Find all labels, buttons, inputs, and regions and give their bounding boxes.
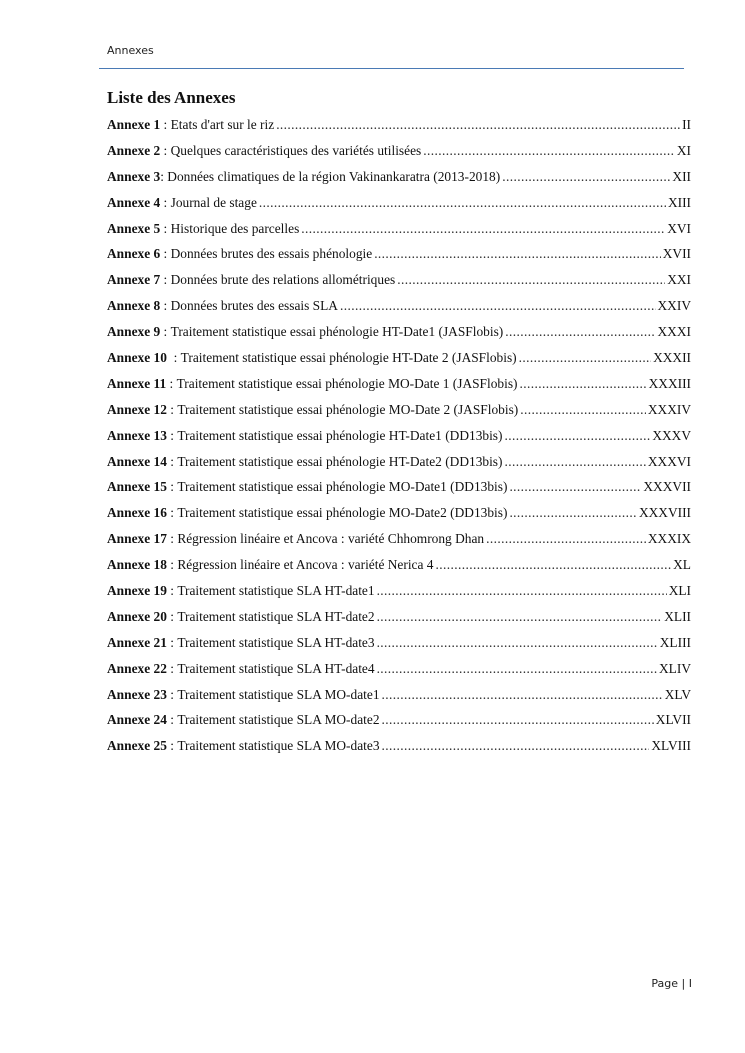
annex-page-number: XXI xyxy=(667,272,691,288)
dot-leader xyxy=(504,428,650,444)
annex-title: Régression linéaire et Ancova : variété Chhomrong Dhan xyxy=(177,531,485,547)
annex-entry[interactable] xyxy=(107,609,691,635)
dot-leader xyxy=(520,402,646,418)
annex-separator: : xyxy=(166,350,181,366)
annex-label: Annexe 13 xyxy=(107,427,167,443)
dot-leader xyxy=(397,272,665,288)
annex-separator: : xyxy=(166,375,177,391)
annex-label: Annexe 4 xyxy=(107,194,161,210)
annex-page-number: XVII xyxy=(662,246,691,262)
annex-title: Traitement statistique SLA MO-date1 xyxy=(177,686,380,702)
annex-label: Annexe 24 xyxy=(107,712,167,728)
annex-entry[interactable] xyxy=(107,169,691,195)
dot-leader xyxy=(486,531,646,547)
dot-leader xyxy=(519,350,651,366)
dot-leader xyxy=(423,143,675,159)
running-header: Annexes xyxy=(107,44,154,57)
annex-title: Traitement statistique essai phénologie MO-Date1 (DD13bis) xyxy=(177,479,508,495)
annex-title: Traitement statistique SLA HT-date1 xyxy=(177,583,375,599)
annex-separator: : xyxy=(160,324,171,340)
annex-entry[interactable] xyxy=(107,117,691,143)
annex-title: Traitement statistique essai phénologie MO-Date 2 (JASFlobis) xyxy=(177,401,519,417)
annex-entry[interactable] xyxy=(107,402,691,428)
annex-entry[interactable] xyxy=(107,221,691,247)
annex-entry[interactable] xyxy=(107,272,691,298)
annex-separator: : xyxy=(160,220,171,236)
annex-page-number: XXXIV xyxy=(647,401,691,417)
annex-label: Annexe 11 xyxy=(107,375,167,391)
annex-page-number: XIII xyxy=(667,194,691,210)
annex-separator: : xyxy=(160,298,171,314)
annex-entry[interactable] xyxy=(107,376,691,402)
dot-leader xyxy=(276,117,680,133)
dot-leader xyxy=(509,505,637,521)
annex-page-number: XLVIII xyxy=(651,738,691,754)
annex-title: Données brute des relations allométriques xyxy=(170,272,396,288)
dot-leader xyxy=(505,324,655,340)
annex-page-number: XXXVIII xyxy=(638,505,691,521)
annex-entry[interactable] xyxy=(107,143,691,169)
header-rule xyxy=(99,68,684,69)
annex-separator: : xyxy=(166,427,178,443)
annex-title: Etats d'art sur le riz xyxy=(170,117,275,132)
annex-label: Annexe 10 xyxy=(107,350,167,366)
annex-page-number: XL xyxy=(673,557,691,573)
annex-label: Annexe 23 xyxy=(107,686,167,702)
annex-page-number: XVI xyxy=(667,220,691,236)
annex-entry[interactable] xyxy=(107,350,691,376)
annex-page-number: XLV xyxy=(664,686,691,702)
annex-title: Données climatiques de la région Vakinankaratra (2013-2018) xyxy=(167,168,501,184)
annex-title: Traitement statistique essai phénologie MO-Date2 (DD13bis) xyxy=(177,505,508,521)
dot-leader xyxy=(382,738,650,754)
dot-leader xyxy=(377,583,667,599)
annex-separator: : xyxy=(166,738,178,754)
annex-entry[interactable] xyxy=(107,712,691,738)
page-number: Page | I xyxy=(651,977,692,990)
annex-entry[interactable] xyxy=(107,583,691,609)
dot-leader xyxy=(502,169,670,185)
annex-page-number: XXXIII xyxy=(648,375,691,391)
annex-entry[interactable] xyxy=(107,195,691,221)
annex-page-number: XLI xyxy=(668,583,691,599)
annex-separator: : xyxy=(166,634,178,650)
annex-title: Données brutes des essais phénologie xyxy=(170,246,373,262)
dot-leader xyxy=(520,376,647,392)
annex-page-number: XXXII xyxy=(653,350,691,366)
annex-label: Annexe 2 xyxy=(107,142,161,158)
annex-separator: : xyxy=(166,479,178,495)
annex-entry[interactable] xyxy=(107,479,691,505)
annex-page-number: XXXVII xyxy=(643,479,691,495)
annex-page-number: XLVII xyxy=(655,712,691,728)
annex-label: Annexe 8 xyxy=(107,298,161,314)
dot-leader xyxy=(382,687,663,703)
annex-separator: : xyxy=(166,660,178,676)
annex-list xyxy=(107,117,691,764)
annex-page-number: XXIV xyxy=(657,298,691,314)
annex-title: Quelques caractéristiques des variétés utilisées xyxy=(170,142,422,158)
annex-title: Traitement statistique essai phénologie MO-Date 1 (JASFlobis) xyxy=(176,375,518,391)
annex-title: Traitement statistique essai phénologie HT-Date1 (JASFlobis) xyxy=(170,324,504,340)
annex-separator: : xyxy=(160,168,168,184)
annex-label: Annexe 20 xyxy=(107,608,167,624)
annex-entry[interactable] xyxy=(107,428,691,454)
annex-page-number: XLII xyxy=(664,608,691,624)
dot-leader xyxy=(301,221,665,237)
annex-entry[interactable] xyxy=(107,454,691,480)
annex-title: Traitement statistique essai phénologie HT-Date 2 (JASFlobis) xyxy=(180,350,517,366)
annex-page-number: XXXI xyxy=(657,324,691,340)
annex-label: Annexe 25 xyxy=(107,738,167,754)
annex-separator: : xyxy=(166,505,178,521)
annex-separator: : xyxy=(166,453,178,469)
annex-separator: : xyxy=(166,686,178,702)
annex-entry[interactable] xyxy=(107,246,691,272)
annex-label: Annexe 17 xyxy=(107,531,167,547)
dot-leader xyxy=(259,195,666,211)
annex-entry[interactable] xyxy=(107,635,691,661)
annex-separator: : xyxy=(160,194,171,210)
dot-leader xyxy=(509,479,641,495)
annex-label: Annexe 18 xyxy=(107,557,167,573)
annex-title: Données brutes des essais SLA xyxy=(170,298,338,314)
annex-entry[interactable] xyxy=(107,661,691,687)
annex-entry[interactable] xyxy=(107,531,691,557)
annex-title: Traitement statistique essai phénologie HT-Date2 (DD13bis) xyxy=(177,453,503,469)
annex-title: Traitement statistique SLA HT-date3 xyxy=(177,634,375,650)
annex-entry[interactable] xyxy=(107,298,691,324)
annex-page-number: II xyxy=(682,117,691,132)
dot-leader xyxy=(382,712,654,728)
annex-separator: : xyxy=(166,583,178,599)
dot-leader xyxy=(504,454,645,470)
annex-label: Annexe 3 xyxy=(107,168,161,184)
annex-label: Annexe 6 xyxy=(107,246,161,262)
annex-label: Annexe 16 xyxy=(107,505,167,521)
annex-title: Traitement statistique SLA MO-date3 xyxy=(177,738,380,754)
annex-separator: : xyxy=(166,608,178,624)
annex-page-number: XLIII xyxy=(659,634,691,650)
dot-leader xyxy=(377,609,663,625)
annex-title: Traitement statistique SLA MO-date2 xyxy=(177,712,380,728)
annex-separator: : xyxy=(160,272,171,288)
annex-page-number: XXXVI xyxy=(647,453,691,469)
annex-label: Annexe 9 xyxy=(107,324,161,340)
annex-separator: : xyxy=(166,401,178,417)
annex-entry[interactable] xyxy=(107,687,691,713)
dot-leader xyxy=(377,661,657,677)
annex-entry[interactable] xyxy=(107,738,691,764)
dot-leader xyxy=(340,298,656,314)
annex-label: Annexe 14 xyxy=(107,453,167,469)
annex-title: Traitement statistique essai phénologie HT-Date1 (DD13bis) xyxy=(177,427,503,443)
annex-label: Annexe 15 xyxy=(107,479,167,495)
dot-leader xyxy=(374,246,661,262)
annex-label: Annexe 21 xyxy=(107,634,167,650)
annex-separator: : xyxy=(166,531,178,547)
dot-leader xyxy=(436,557,672,573)
annex-title: Traitement statistique SLA HT-date2 xyxy=(177,608,375,624)
annex-entry[interactable] xyxy=(107,505,691,531)
annex-entry[interactable] xyxy=(107,324,691,350)
annex-title: Historique des parcelles xyxy=(170,220,300,236)
annex-separator: : xyxy=(166,712,178,728)
annex-separator: : xyxy=(160,246,171,262)
annex-title: Journal de stage xyxy=(170,194,257,210)
annex-separator: : xyxy=(160,117,171,132)
annex-separator: : xyxy=(160,142,171,158)
annex-page-number: XI xyxy=(676,142,691,158)
annex-label: Annexe 7 xyxy=(107,272,161,288)
annex-page-number: XII xyxy=(672,168,691,184)
annex-page-number: XLIV xyxy=(659,660,691,676)
annex-label: Annexe 12 xyxy=(107,401,167,417)
dot-leader xyxy=(377,635,658,651)
page-title: Liste des Annexes xyxy=(107,88,236,107)
annex-page-number: XXXV xyxy=(652,427,691,443)
annex-label: Annexe 5 xyxy=(107,220,161,236)
annex-separator: : xyxy=(166,557,178,573)
annex-label: Annexe 19 xyxy=(107,583,167,599)
annex-title: Traitement statistique SLA HT-date4 xyxy=(177,660,375,676)
annex-label: Annexe 22 xyxy=(107,660,167,676)
annex-title: Régression linéaire et Ancova : variété Nerica 4 xyxy=(177,557,434,573)
annex-entry[interactable] xyxy=(107,557,691,583)
annex-label: Annexe 1 xyxy=(107,117,161,132)
annex-page-number: XXXIX xyxy=(647,531,691,547)
